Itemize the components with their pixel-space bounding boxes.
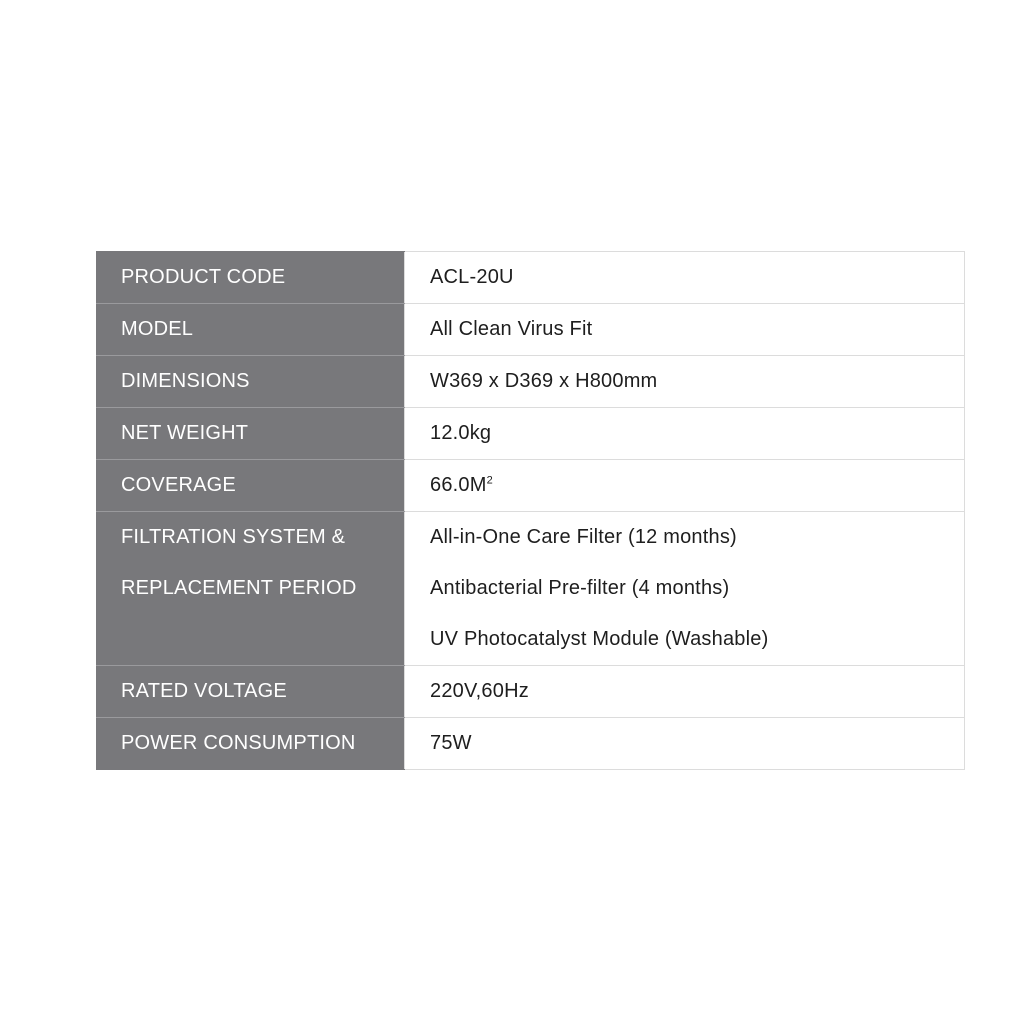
label-text: COVERAGE (121, 474, 236, 496)
table-row (96, 512, 965, 666)
table-row (96, 460, 965, 512)
table-row (96, 252, 965, 304)
table-row (96, 356, 965, 408)
row-label-coverage (96, 460, 405, 512)
value-text (405, 460, 964, 511)
value-text: 220V,60Hz (430, 680, 529, 702)
spec-table (96, 251, 965, 770)
label-text: MODEL (121, 318, 194, 340)
value-text: W369 x D369 x H800mm (430, 370, 658, 392)
row-label-power-consumption (96, 718, 405, 770)
label-text: RATED VOLTAGE (121, 680, 287, 702)
row-label-filtration (96, 512, 405, 666)
value-text: 75W (430, 732, 472, 754)
label-text-line: REPLACEMENT PERIOD (121, 577, 357, 599)
value-text: ACL-20U (430, 266, 514, 288)
row-value-net-weight (405, 408, 965, 460)
coverage-value: 66.0M (430, 474, 487, 496)
label-text: DIMENSIONS (121, 370, 250, 392)
row-value-model (405, 304, 965, 356)
row-value-filtration (405, 512, 965, 666)
row-value-dimensions (405, 356, 965, 408)
value-text-line: All-in-One Care Filter (12 months) (430, 526, 737, 548)
label-text-line: FILTRATION SYSTEM & (121, 526, 346, 548)
coverage-unit-superscript: 2 (486, 474, 493, 487)
row-value-coverage (405, 460, 965, 512)
label-text: POWER CONSUMPTION (121, 732, 356, 754)
value-text-line: Antibacterial Pre-filter (4 months) (430, 577, 730, 599)
table-row (96, 718, 965, 770)
label-text: PRODUCT CODE (121, 266, 286, 288)
table-row (96, 304, 965, 356)
table-row (96, 666, 965, 718)
value-text-line: UV Photocatalyst Module (Washable) (430, 628, 769, 650)
row-value-product-code (405, 252, 965, 304)
row-value-power-consumption (405, 718, 965, 770)
row-label-rated-voltage (96, 666, 405, 718)
value-text: 12.0kg (430, 422, 492, 444)
label-text: NET WEIGHT (121, 422, 249, 444)
row-label-net-weight (96, 408, 405, 460)
row-label-product-code (96, 252, 405, 304)
row-value-rated-voltage (405, 666, 965, 718)
row-label-model (96, 304, 405, 356)
row-label-dimensions (96, 356, 405, 408)
value-text: All Clean Virus Fit (430, 318, 593, 340)
table-row (96, 408, 965, 460)
